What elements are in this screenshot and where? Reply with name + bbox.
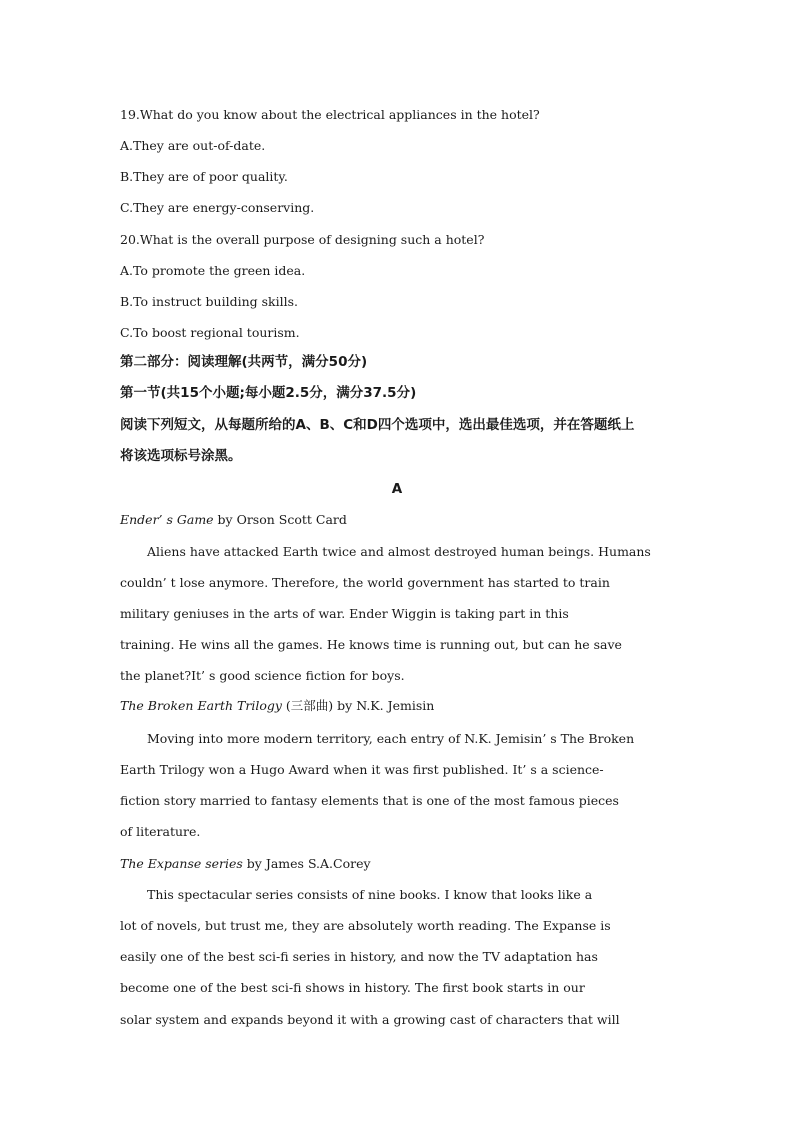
book-3-line-2: lot of novels, but trust me, they are absolutely worth reading. The Expanse is xyxy=(120,918,611,933)
book-3-line-1: This spectacular series consists of nine books. I know that looks like a xyxy=(147,887,593,902)
book-2-heading xyxy=(120,698,434,714)
book-2-line-2: Earth Trilogy won a Hugo Award when it was first published. It’ s a science- xyxy=(120,762,604,777)
book-1-line-2: couldn’ t lose anymore. Therefore, the world government has started to train xyxy=(120,575,610,590)
book-1-line-3: military geniuses in the arts of war. Ender Wiggin is taking part in this xyxy=(120,606,569,621)
question-19-stem: 19.What do you know about the electrical appliances in the hotel? xyxy=(120,107,540,122)
instruction-line-2: 将该选项标号涂黑。 xyxy=(120,448,242,464)
question-19-option-c: C.They are energy-conserving. xyxy=(120,200,315,215)
book-1-line-1: Aliens have attacked Earth twice and almost destroyed human beings. Humans xyxy=(147,544,651,559)
instruction-line-1: 阅读下列短文，从每题所给的A、B、C和D四个选项中，选出最佳选项，并在答题纸上 xyxy=(120,417,635,433)
book-1-heading xyxy=(120,512,347,528)
book-2-line-1: Moving into more modern territory, each entry of N.K. Jemisin’ s The Broken xyxy=(147,731,635,746)
book-3-line-4: become one of the best sci-fi shows in history. The first book starts in our xyxy=(120,980,585,995)
book-2-byline: (三部曲) by N.K. Jemisin xyxy=(281,698,435,713)
book-1-line-5: the planet?It’ s good science fiction for boys. xyxy=(120,668,405,683)
question-19-option-a: A.They are out-of-date. xyxy=(120,138,266,153)
question-20-option-a: A.To promote the green idea. xyxy=(120,263,306,278)
book-3-line-3: easily one of the best sci-fi series in history, and now the TV adaptation has xyxy=(120,949,598,964)
book-2-line-3: fiction story married to fantasy elements that is one of the most famous pieces xyxy=(120,793,619,808)
question-20-stem: 20.What is the overall purpose of designing such a hotel? xyxy=(120,232,485,247)
book-3-title: The Expanse series xyxy=(120,856,243,871)
question-20-option-b: B.To instruct building skills. xyxy=(120,294,298,309)
book-3-byline: by James S.A.Corey xyxy=(242,856,371,871)
book-3-heading xyxy=(120,856,371,872)
question-19-option-b: B.They are of poor quality. xyxy=(120,169,288,184)
section-subtitle: 第一节(共15个小题;每小题2.5分，满分37.5分) xyxy=(120,385,417,401)
question-20-option-c: C.To boost regional tourism. xyxy=(120,325,300,340)
book-2-title: The Broken Earth Trilogy xyxy=(120,698,282,713)
book-1-line-4: training. He wins all the games. He knows time is running out, but can he save xyxy=(120,637,622,652)
book-1-byline: by Orson Scott Card xyxy=(213,512,347,527)
part-title: 第二部分：阅读理解(共两节，满分50分) xyxy=(120,354,368,370)
book-3-line-5: solar system and expands beyond it with a growing cast of characters that will xyxy=(120,1012,620,1027)
passage-letter: A xyxy=(391,481,403,497)
book-2-line-4: of literature. xyxy=(120,824,201,839)
book-1-title: Ender’ s Game xyxy=(120,512,214,527)
